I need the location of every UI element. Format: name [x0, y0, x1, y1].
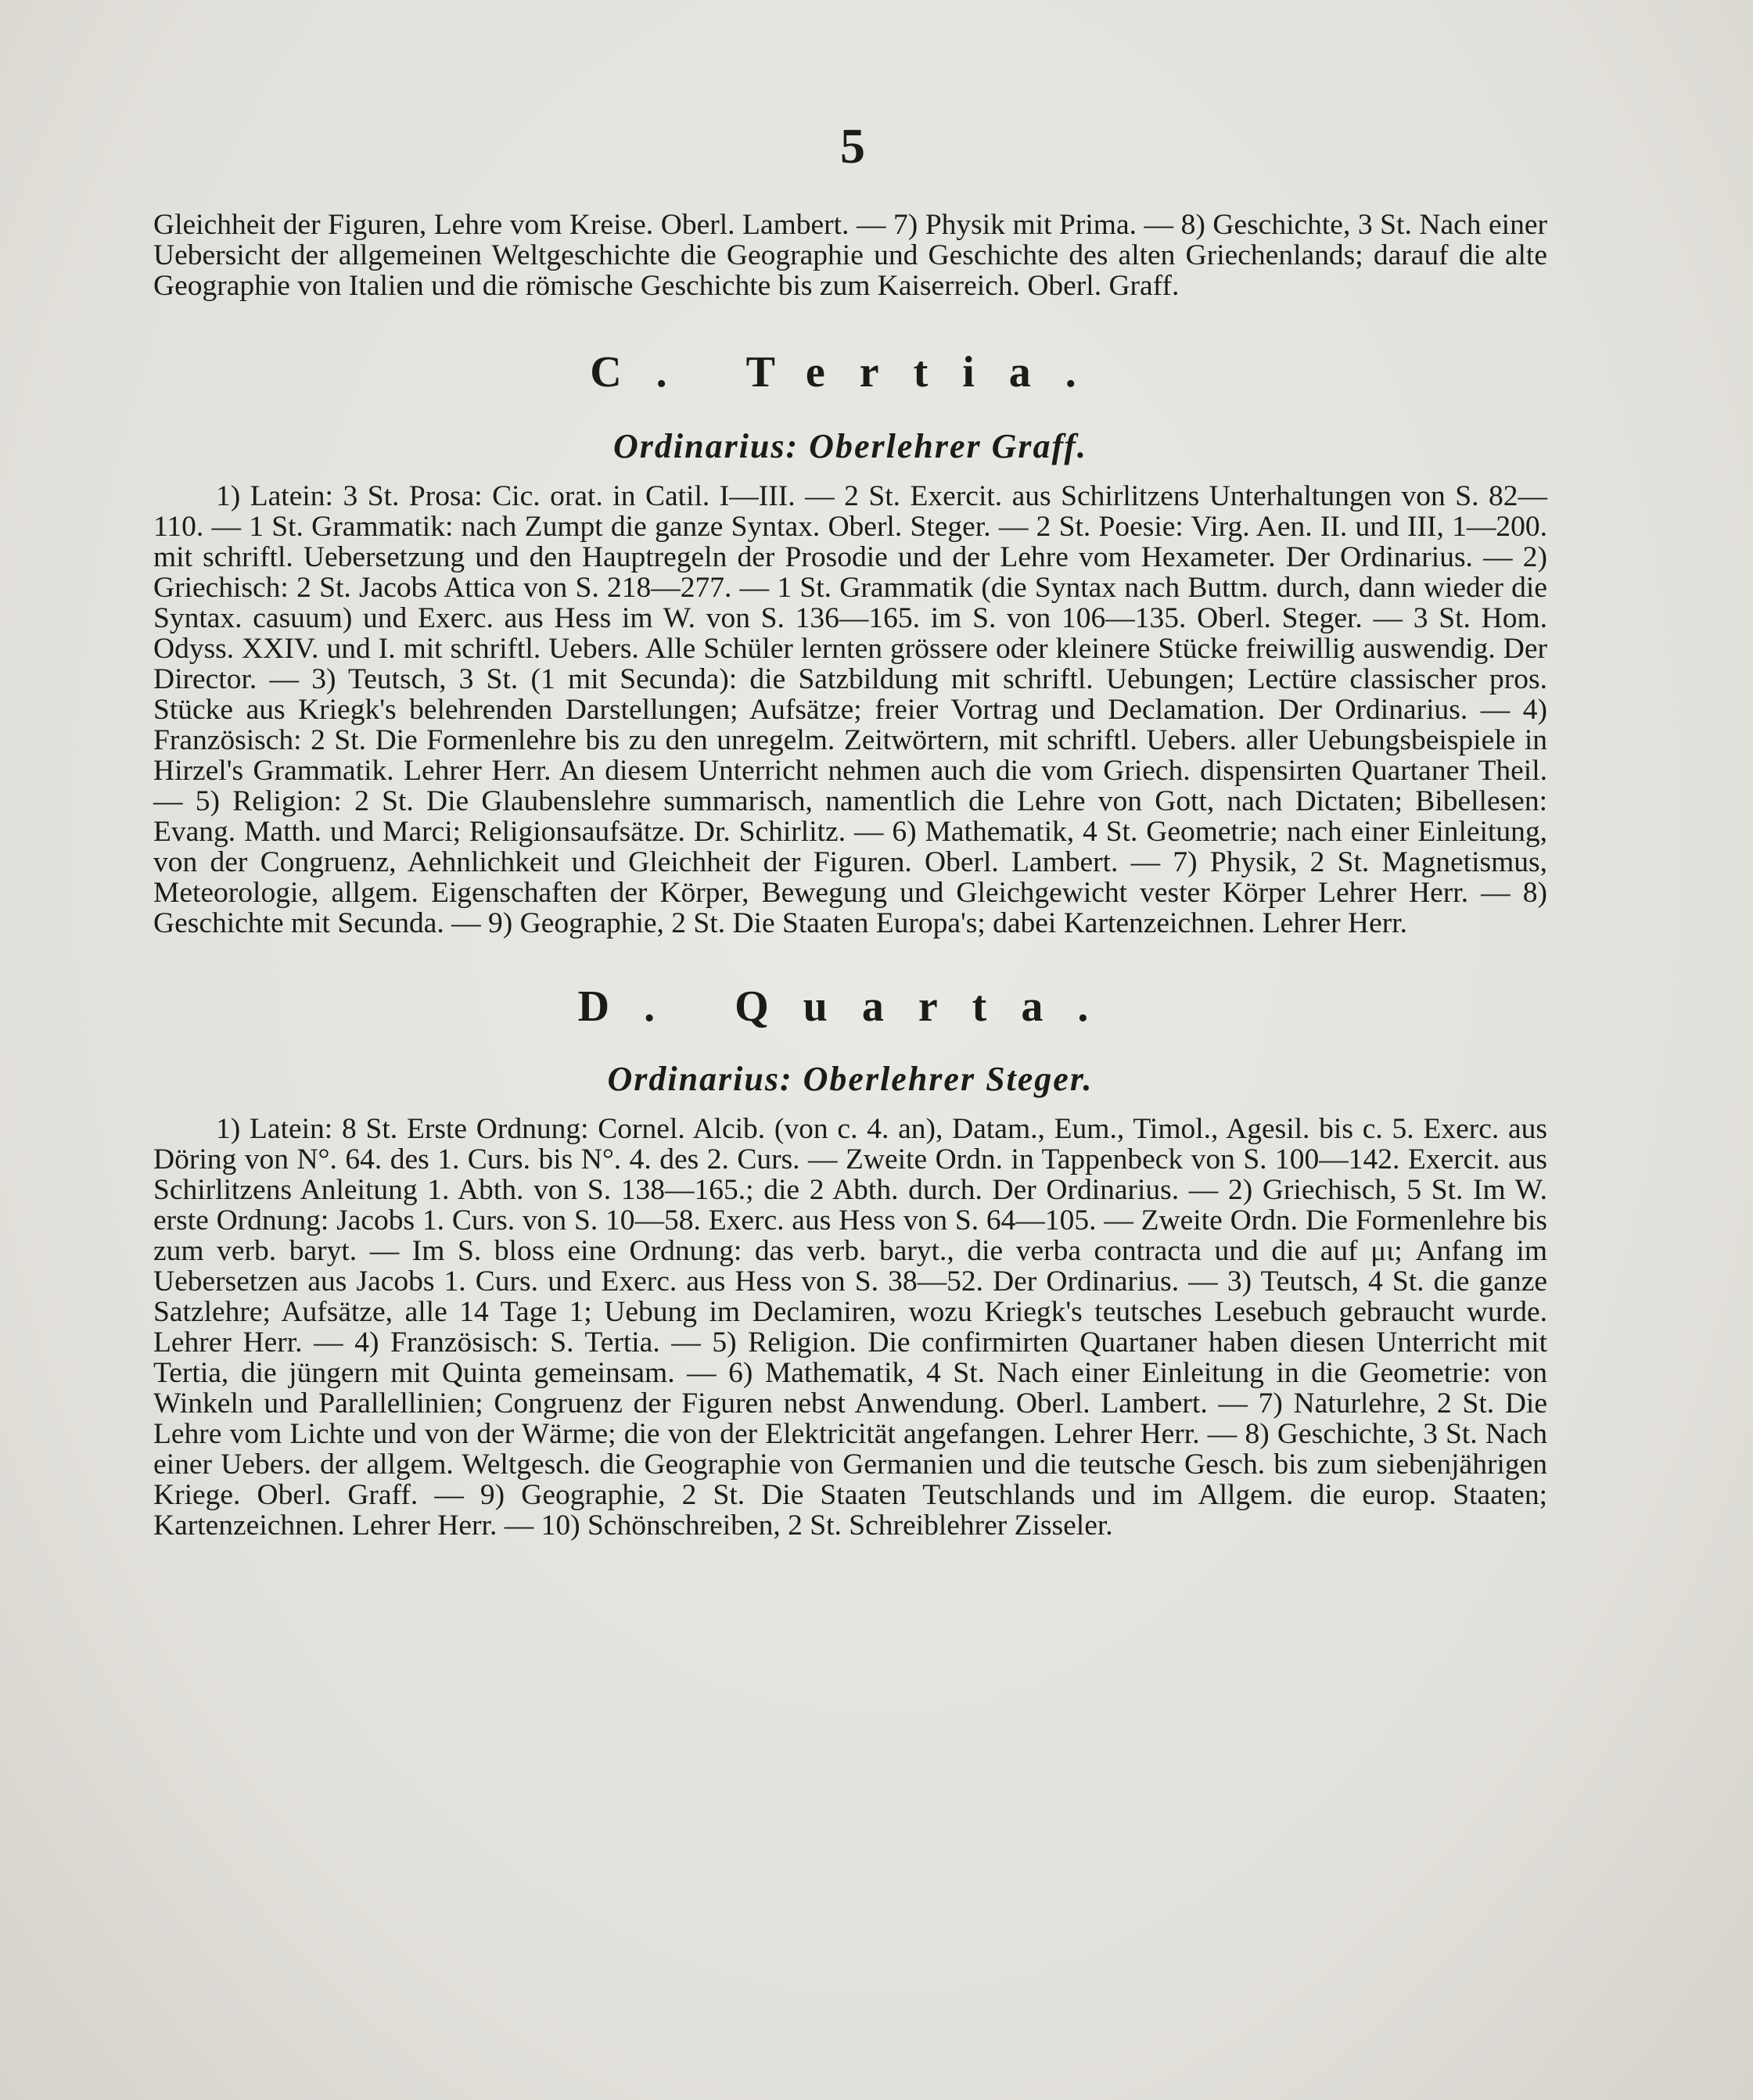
page-content [153, 210, 1547, 1541]
section-title-tertia: C. Tertia. [590, 348, 1111, 397]
section-text-quarta: 1) Latein: 8 St. Erste Ordnung: Cornel. Alcib. (von c. 4. an), Datam., Eum., Timol., Agesil. bis c. 5. Exerc. aus Döring von N°. 64. des 1. Curs. bis N°. 4. des 2. Curs. — Zweite Ordn. in Tappenbeck von S. 100—142. Exercit. aus Schirlitzens Anleitung 1. Abth. von S. 138—165.; die 2 Abth. durch. Der Ordinarius. — 2) Griechisch, 5 St. Im W. erste Ordnung: Jacobs 1. Curs. von S. 10—58. Exerc. aus Hess von S. 64—105. — Zweite Ordn. Die Formenlehre bis zum verb. baryt. — Im S. bloss eine Ordnung: das verb. baryt., die verba contracta und die auf μι; Anfang im Uebersetzen aus Jacobs 1. Curs. und Exerc. aus Hess von S. 38—52. Der Ordinarius. — 3) Teutsch, 4 St. die ganze Satzlehre; Aufsätze, alle 14 Tage 1; Uebung im Declamiren, wozu Kriegk's teutsches Lesebuch gebraucht wurde. Lehrer Herr. — 4) Französisch: S. Tertia. — 5) Religion. Die confirmirten Quartaner haben diesen Unterricht mit Tertia, die jüngern mit Quinta gemeinsam. — 6) Mathematik, 4 St. Nach einer Einleitung in die Geometrie: von Winkeln und Parallellinien; Congruenz der Figuren nebst Anwendung. Oberl. Lambert. — 7) Naturlehre, 2 St. Die Lehre vom Lichte und von der Wärme; die von der Elektricität angefangen. Lehrer Herr. — 8) Geschichte, 3 St. Nach einer Uebers. der allgem. Weltgesch. die Geographie von Germanien und die teutsche Gesch. bis zum siebenjährigen Kriege. Oberl. Graff. — 9) Geographie, 2 St. Die Staaten Teutschlands und im Allgem. die europ. Staaten; Kartenzeichnen. Lehrer Herr. — 10) Schönschreiben, 2 St. Schreiblehrer Zisseler. [153, 1113, 1547, 1542]
page-number: 5 [840, 118, 865, 174]
ordinarius-tertia: Ordinarius: Oberlehrer Graff. [612, 427, 1088, 465]
section-title-quarta: D. Quarta. [577, 982, 1123, 1031]
section-text-tertia: 1) Latein: 3 St. Prosa: Cic. orat. in Catil. I—III. — 2 St. Exercit. aus Schirlitzens Unterhaltungen von S. 82—110. — 1 St. Grammatik: nach Zumpt die ganze Syntax. Oberl. Steger. — 2 St. Poesie: Virg. Aen. II. und III, 1—200. mit schriftl. Uebersetzung und den Hauptregeln der Prosodie und der Lehre vom Hexameter. Der Ordinarius. — 2) Griechisch: 2 St. Jacobs Attica von S. 218—277. — 1 St. Grammatik (die Syntax nach Buttm. durch, dann wieder die Syntax. casuum) und Exerc. aus Hess im W. von S. 136—165. im S. von 106—135. Oberl. Steger. — 3 St. Hom. Odyss. XXIV. und I. mit schriftl. Uebers. Alle Schüler lernten grössere oder kleinere Stücke freiwillig auswendig. Der Director. — 3) Teutsch, 3 St. (1 mit Secunda): die Satzbildung mit schriftl. Uebungen; Lectüre classischer pros. Stücke aus Kriegk's belehrenden Darstellungen; Aufsätze; freier Vortrag und Declamation. Der Ordinarius. — 4) Französisch: 2 St. Die Formenlehre bis zu den unregelm. Zeitwörtern, mit schriftl. Uebers. aller Uebungsbeispiele in Hirzel's Grammatik. Lehrer Herr. An diesem Unterricht nehmen auch die vom Griech. dispensirten Quartaner Theil. — 5) Religion: 2 St. Die Glaubenslehre summarisch, namentlich die Lehre von Gott, nach Dictaten; Bibellesen: Evang. Matth. und Marci; Religionsaufsätze. Dr. Schirlitz. — 6) Mathematik, 4 St. Geometrie; nach einer Einleitung, von der Congruenz, Aehnlichkeit und Gleichheit der Figuren. Oberl. Lambert. — 7) Physik, 2 St. Magnetismus, Meteorologie, allgem. Eigenschaften der Körper, Bewegung und Gleichgewicht vester Körper Lehrer Herr. — 8) Geschichte mit Secunda. — 9) Geographie, 2 St. Die Staaten Europa's; dabei Kartenzeichnen. Lehrer Herr. [153, 480, 1547, 939]
intro-paragraph: Gleichheit der Figuren, Lehre vom Kreise. Oberl. Lambert. — 7) Physik mit Prima. — 8) Geschichte, 3 St. Nach einer Uebersicht der allgemeinen Weltgeschichte die Geographie und Geschichte des alten Griechenlands; darauf die alte Geographie von Italien und die römische Geschichte bis zum Kaiserreich. Oberl. Graff. [153, 209, 1547, 302]
ordinarius-quarta: Ordinarius: Oberlehrer Steger. [607, 1060, 1094, 1098]
